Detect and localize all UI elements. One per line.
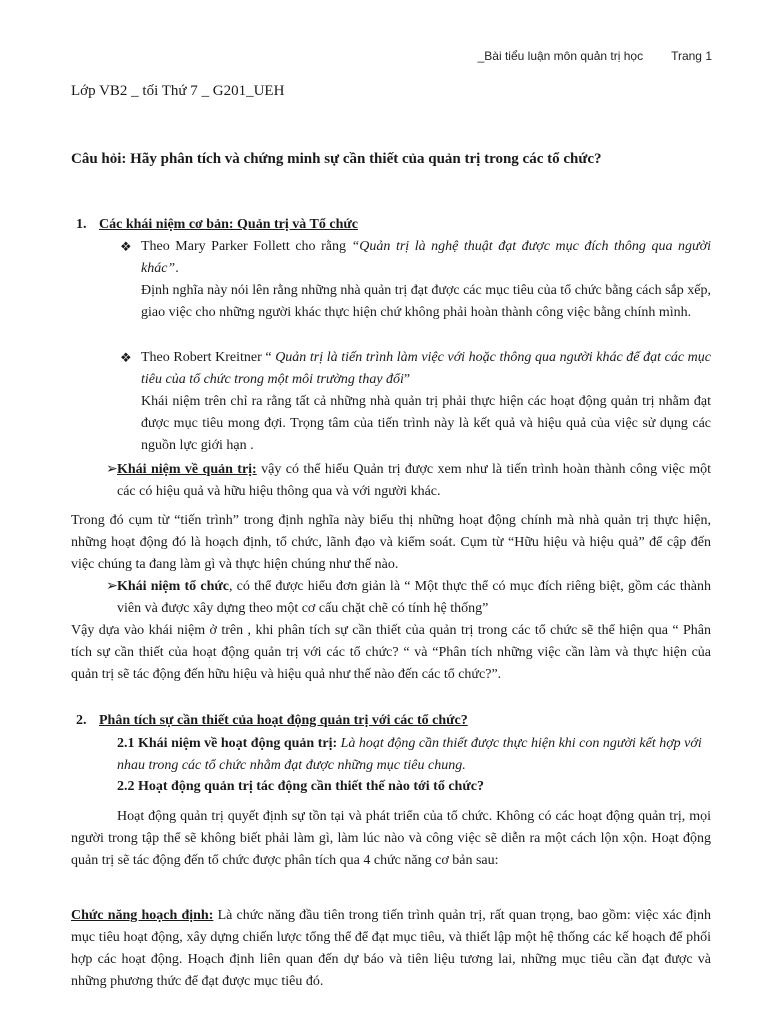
paragraph-activities: Hoạt động quản trị quyết định sự tồn tại và phát triển của tổ chức. Không có các hoạt động quản trị, mọi người trong tập thể sẽ không biết phải làm gì, làm lúc nào và công việc sẽ diễn ra một cách lộn xộn. Hoạt động quản trị sẽ tác động đến tổ chức được phân tích qua 4 chức năng cơ bản sau: — [71, 809, 711, 868]
section-1-title: Các khái niệm cơ bản: Quản trị và Tổ chức — [99, 217, 358, 232]
paragraph-planning — [71, 905, 711, 993]
paragraph-process: Trong đó cụm từ “tiến trình” trong định nghĩa này biểu thị những hoạt động chính mà nhà quản trị thực hiện, những hoạt động đó là hoạch định, tổ chức, lãnh đạo và kiểm soát. Cụm từ “Hữu hiệu và hiệu quả” để cập đến việc chúng ta đang làm gì và thực hiện chúng như thế nào. — [71, 513, 711, 572]
definition-management — [117, 459, 711, 503]
bullet-kreitner-text: Khái niệm trên chỉ ra rằng tất cả những nhà quản trị phải thực hiện các hoạt động quản trị nhằm đạt được mục tiêu mong đợi. Trọng tâm của tiến trình này là kết quả và hiệu quả của việc sử dụng các nguồn lực giới hạn . — [141, 394, 711, 453]
planning-text: Là chức năng đầu tiên trong tiến trình quản trị, rất quan trọng, bao gồm: việc xác định mục tiêu hoạt động, xây dựng chiến lược tổng thể để đạt mục tiêu, và thiết lập một hệ thống các kế hoạch để phối hợp các hoạt động. Hoạch định liên quan đến dự báo và tiên liệu tương lai, những mục tiêu cần đạt được và những phương thức để đạt được mục tiêu đó. — [71, 908, 711, 989]
paragraph-transition: Vậy dựa vào khái niệm ở trên , khi phân tích sự cần thiết của quản trị trong các tổ chức sẽ thể hiện qua “ Phân tích sự cần thiết của hoạt động quản trị với các tổ chức? “ và “Phân tích những việc cần làm và thực hiện của quản trị sẽ tác động đến hữu hiệu và hiệu quả như thế nào đến các tổ chức?”. — [71, 623, 711, 682]
section-2-title: Phân tích sự cần thiết của hoạt động quản trị với các tổ chức? — [99, 713, 468, 728]
bullet-follett-text: Định nghĩa này nói lên rằng những nhà quản trị đạt được các mục tiêu của tổ chức bằng cách sắp xếp, giao việc cho những người khác thực hiện chứ không phải hoàn thành công việc bằng chính mình. — [141, 283, 711, 320]
page-number: Trang 1 — [671, 49, 712, 63]
definition-organization — [117, 576, 711, 620]
subsection-2-1-text: Là hoạt động cần thiết được thực hiện khi con người kết hợp với nhau trong các tổ chức nhằm đạt được những mục tiêu chung. — [117, 736, 702, 773]
definition-organization-label: Khái niệm tổ chức — [117, 579, 229, 594]
definition-management-label: Khái niệm về quản trị: — [117, 462, 257, 477]
section-2-number: 2. — [76, 713, 87, 728]
diamond-bullet-icon: ❖ — [120, 350, 132, 365]
subsection-2-1-label: 2.1 Khái niệm về hoạt động quản trị: — [117, 736, 338, 751]
definition-organization-text: , có thể được hiểu đơn giản là “ Một thực thể có mục đích riêng biệt, gồm các thành viên và được xây dựng theo một cơ cấu chặt chẽ có tính hệ thống” — [117, 579, 711, 616]
header-title: _Bài tiểu luận môn quản trị học — [477, 49, 644, 63]
bullet-follett-lead: Theo Mary Parker Follett cho rằng — [141, 239, 352, 254]
bullet-kreitner-end: ” — [403, 372, 411, 387]
bullet-follett-end: . — [175, 261, 179, 276]
bullet-kreitner-lead: Theo Robert Kreitner “ — [141, 350, 276, 365]
planning-label: Chức năng hoạch định: — [71, 908, 214, 923]
diamond-bullet-icon: ❖ — [120, 239, 132, 254]
subsection-2-2-title: 2.2 Hoạt động quản trị tác động cần thiết thế nào tới tổ chức? — [117, 779, 484, 794]
page-header — [478, 45, 712, 67]
class-line: Lớp VB2 _ tối Thứ 7 _ G201_UEH — [71, 83, 285, 99]
bullet-follett-quote: “Quản trị là nghệ thuật đạt được mục đích thông qua người khác” — [141, 239, 711, 276]
section-1-number: 1. — [76, 217, 87, 232]
subsection-2-1 — [117, 733, 711, 777]
definition-management-text: vậy có thể hiểu Quản trị được xem như là tiến trình hoàn thành công việc một các có hiệu quả và hữu hiệu thông qua và với người khác. — [117, 462, 711, 499]
bullet-kreitner — [141, 347, 711, 457]
bullet-kreitner-quote: Quản trị là tiến trình làm việc với hoặc thông qua người khác để đạt các mục tiêu của tổ chức trong một môi trường thay đổi — [141, 350, 711, 387]
arrow-bullet-icon: ➢ — [106, 462, 118, 477]
bullet-follett — [141, 236, 711, 324]
arrow-bullet-icon: ➢ — [106, 579, 118, 594]
question-heading: Câu hỏi: Hãy phân tích và chứng minh sự cần thiết của quản trị trong các tổ chức? — [71, 151, 602, 167]
